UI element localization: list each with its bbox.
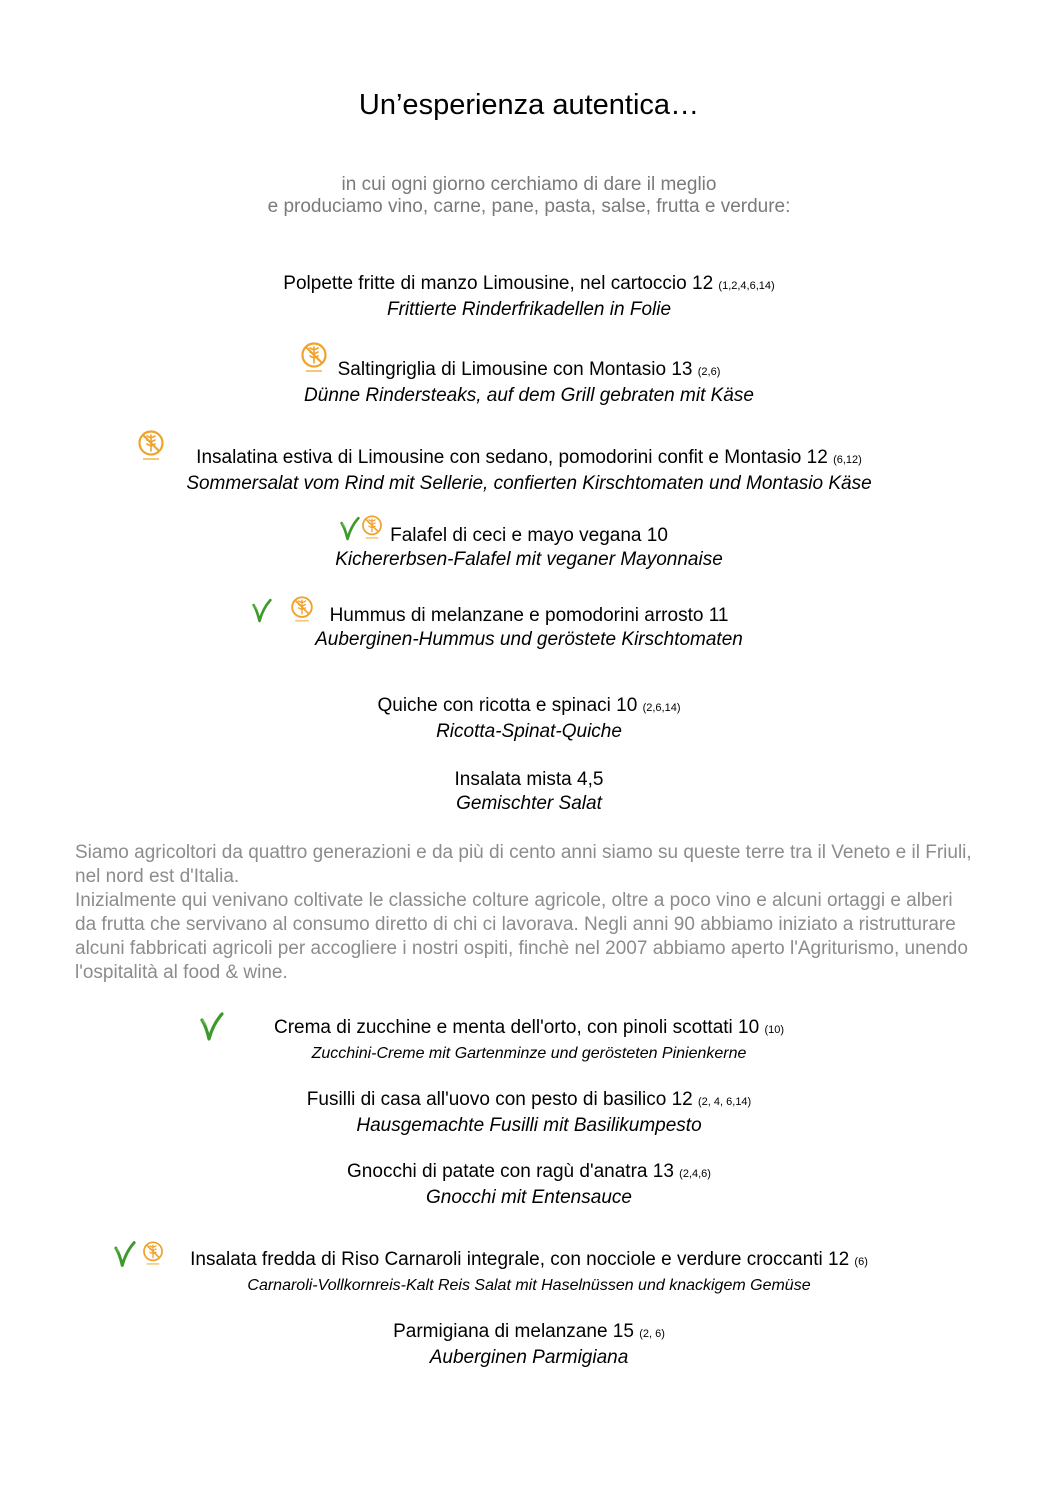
dish-name: Saltingriglia di Limousine con Montasio 13 (337, 359, 693, 380)
dish-item (0, 1248, 1058, 1298)
intro-line-2: e produciamo vino, carne, pane, pasta, salse, frutta e verdure: (267, 196, 791, 217)
dish-name: Fusilli di casa all'uovo con pesto di basilico 12 (306, 1089, 693, 1110)
dish-translation: Frittierte Rinderfrikadellen in Folie (386, 299, 672, 320)
dish-translation: Kichererbsen-Falafel mit veganer Mayonnaise (335, 549, 723, 570)
dish-name: Gnocchi di patate con ragù d'anatra 13 (347, 1161, 674, 1182)
allergen-codes: (2, 4, 6,14) (698, 1096, 752, 1108)
dish-name: Insalatina estiva di Limousine con sedano, pomodorini confit e Montasio 12 (196, 447, 828, 468)
allergen-codes: (1,2,4,6,14) (718, 280, 775, 292)
dish-translation: Ricotta-Spinat-Quiche (436, 721, 622, 742)
farm-story (75, 841, 975, 985)
dish-name: Falafel di ceci e mayo vegana 10 (390, 525, 668, 546)
dish-translation: Carnaroli-Vollkornreis-Kalt Reis Salat mit Haselnüssen und knackigem Gemüse (247, 1277, 811, 1294)
dish-translation: Sommersalat vom Rind mit Sellerie, confierten Kirschtomaten und Montasio Käse (186, 473, 872, 494)
dish-name: Polpette fritte di manzo Limousine, nel cartoccio 12 (283, 273, 714, 294)
dish-item (0, 358, 1058, 408)
dish-name: Parmigiana di melanzane 15 (393, 1321, 634, 1342)
dish-name: Insalata mista 4,5 (454, 769, 604, 790)
dish-item (0, 272, 1058, 322)
dish-translation: Dünne Rindersteaks, auf dem Grill gebraten mit Käse (304, 385, 754, 406)
dish-translation: Zucchini-Creme mit Gartenminze und gerösteten Pinienkerne (311, 1045, 747, 1062)
allergen-codes: (2,6,14) (642, 702, 681, 714)
dish-translation: Gemischter Salat (456, 793, 602, 814)
dish-item (0, 1160, 1058, 1210)
story-paragraph: Siamo agricoltori da quattro generazioni e da più di cento anni siamo su queste terre tra il Veneto e il Friuli, nel nord est d'Italia. (75, 842, 972, 887)
dish-name: Insalata fredda di Riso Carnaroli integrale, con nocciole e verdure croccanti 12 (190, 1249, 850, 1270)
allergen-codes: (2,4,6) (679, 1168, 711, 1180)
dish-item (0, 694, 1058, 744)
dish-translation: Auberginen-Hummus und geröstete Kirschtomaten (315, 629, 743, 650)
dish-item (0, 768, 1058, 816)
story-paragraph: Inizialmente qui venivano coltivate le classiche colture agricole, oltre a poco vino e alcuni ortaggi e alberi da frutta che servivano al consumo diretto di chi ci lavorava. Negli anni 90 abbiamo iniziato a ristrutturare alcuni fabbricati agricoli per accogliere i nostri ospiti, finchè nel 2007 abbiamo aperto l'Agriturismo, unendo l'ospitalità al food & wine. (75, 890, 968, 983)
allergen-codes: (6,12) (833, 454, 862, 466)
menu-title: Un’esperienza autentica… (358, 89, 700, 121)
allergen-codes: (6) (854, 1256, 868, 1268)
allergen-codes: (2,6) (697, 366, 721, 378)
intro-text (0, 174, 1058, 218)
dish-item (0, 1088, 1058, 1138)
dish-item (0, 1016, 1058, 1066)
dish-name: Quiche con ricotta e spinaci 10 (377, 695, 638, 716)
dish-item (0, 1320, 1058, 1370)
allergen-codes: (2, 6) (639, 1328, 665, 1340)
allergen-codes: (10) (764, 1024, 785, 1036)
dish-item (0, 524, 1058, 572)
dish-translation: Gnocchi mit Entensauce (426, 1187, 632, 1208)
dish-translation: Auberginen Parmigiana (429, 1347, 629, 1368)
intro-line-1: in cui ogni giorno cerchiamo di dare il meglio (341, 174, 717, 195)
dish-item (0, 604, 1058, 652)
dish-name: Hummus di melanzane e pomodorini arrosto 11 (329, 605, 729, 626)
dish-name: Crema di zucchine e menta dell'orto, con pinoli scottati 10 (273, 1017, 760, 1038)
dish-translation: Hausgemachte Fusilli mit Basilikumpesto (356, 1115, 702, 1136)
dish-item (0, 446, 1058, 496)
